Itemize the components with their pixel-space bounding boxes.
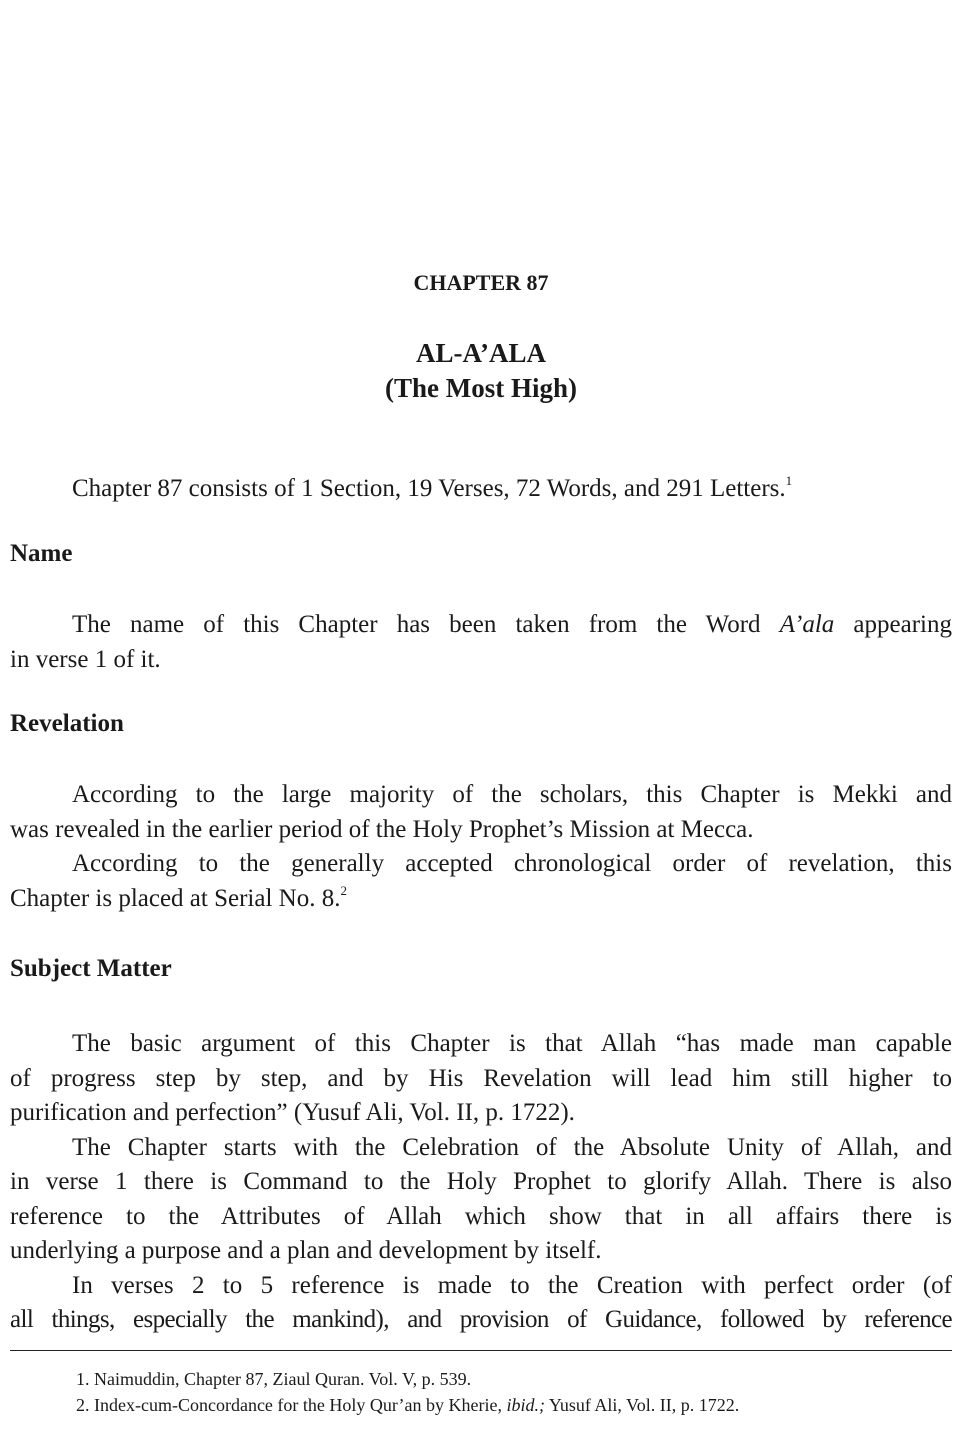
section-heading-revelation: Revelation: [10, 710, 124, 737]
revelation-paragraphs: [10, 778, 952, 916]
subject-p3-line1: In verses 2 to 5 reference is made to the Creation with perfect order (of: [72, 1271, 952, 1299]
chapter-label: CHAPTER 87: [413, 270, 549, 295]
subject-p2-line4: underlying a purpose and a plan and development by itself.: [10, 1237, 602, 1264]
name-text-line2: in verse 1 of it.: [10, 645, 161, 673]
subject-p2-line1: The Chapter starts with the Celebration of the Absolute Unity of Allah, and: [72, 1133, 952, 1161]
chapter-title-block: [10, 336, 952, 406]
chapter-title: AL-A’ALA: [416, 338, 546, 368]
intro-text: Chapter 87 consists of 1 Section, 19 Verses, 72 Words, and 291 Letters.: [72, 475, 786, 502]
section-heading-name: Name: [10, 540, 73, 567]
footnotes: [76, 1366, 956, 1418]
intro-paragraph: [10, 472, 952, 507]
chapter-subtitle: (The Most High): [385, 373, 577, 403]
name-paragraph: [10, 608, 952, 677]
footnote-ref-2: 2: [340, 882, 347, 898]
name-text-after: appearing: [834, 611, 952, 638]
revelation-p1-line1: According to the large majority of the scholars, this Chapter is Mekki and: [72, 781, 952, 808]
subject-p1-line2: of progress step by step, and by His Revelation will lead him still higher to: [10, 1064, 952, 1092]
subject-p3-line2: all things, especially the mankind), and provision of Guidance, followed by reference: [10, 1306, 952, 1333]
revelation-p2-line1: According to the generally accepted chronological order of revelation, this: [72, 850, 952, 877]
footnote-ref-1: 1: [785, 473, 793, 488]
footnote-divider: [10, 1350, 952, 1351]
revelation-p2-line2: Chapter is placed at Serial No. 8.$^2$: [10, 882, 347, 912]
footnote-2: 2. Index-cum-Concordance for the Holy Qur’an by Kherie, ibid.; Yusuf Ali, Vol. II, p. 1722.: [76, 1395, 740, 1415]
name-text-before: The name of this Chapter has been taken from the Word: [72, 611, 780, 638]
subject-p1-line3: purification and perfection” (Yusuf Ali, Vol. II, p. 1722).: [10, 1099, 575, 1126]
subject-paragraphs: [10, 1027, 952, 1338]
subject-p1-line1: The basic argument of this Chapter is that Allah “has made man capable: [72, 1030, 952, 1057]
subject-p2-line3: reference to the Attributes of Allah which show that in all affairs there is: [10, 1202, 952, 1230]
footnote-1: 1. Naimuddin, Chapter 87, Ziaul Quran. Vol. V, p. 539.: [76, 1369, 472, 1389]
name-text-italic: A’ala: [779, 611, 835, 638]
revelation-p1-line2: was revealed in the earlier period of the Holy Prophet’s Mission at Mecca.: [10, 815, 754, 843]
section-heading-subject: Subject Matter: [10, 955, 172, 982]
subject-p2-line2: in verse 1 there is Command to the Holy Prophet to glorify Allah. There is also: [10, 1168, 952, 1195]
